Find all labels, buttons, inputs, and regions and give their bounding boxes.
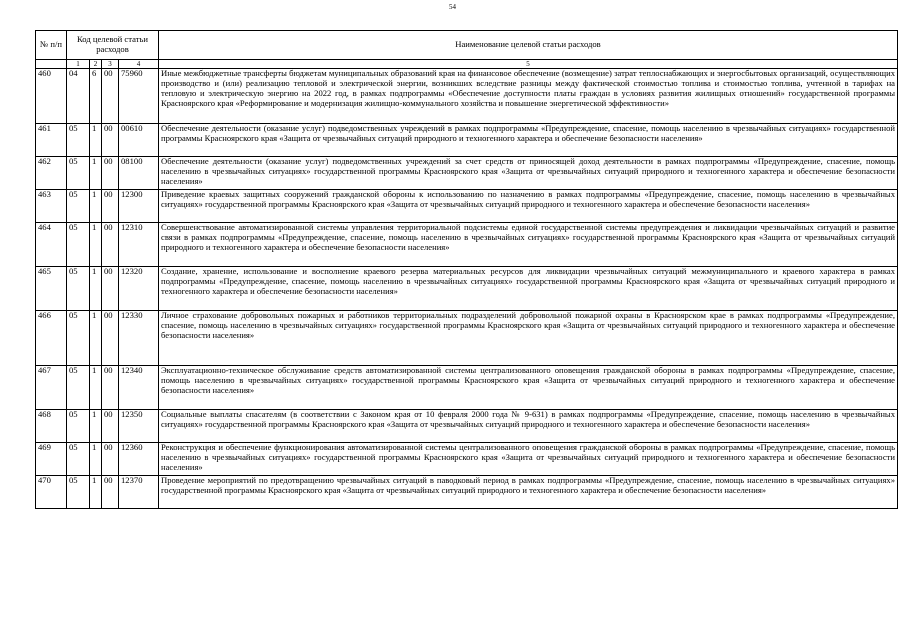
code-part-2-cell: 1 bbox=[90, 476, 102, 509]
code-part-4-cell: 12300 bbox=[119, 190, 159, 223]
table-header bbox=[36, 31, 898, 69]
code-part-1-cell: 05 bbox=[67, 190, 90, 223]
table-row bbox=[36, 476, 898, 509]
code-part-1-cell: 05 bbox=[67, 267, 90, 311]
code-part-3-cell: 00 bbox=[102, 443, 119, 476]
description-cell: Эксплуатационно-техническое обслуживание средств автоматизированной системы централизованного оповещения гражданской обороны в рамках подпрограммы «Предупреждение, спасение, помощь населению в чрезвычайных ситуациях» государственной программы Красноярского края «Защита от чрезвычайных ситуаций природного и техногенного характера и обеспечение безопасности населения» bbox=[159, 366, 898, 410]
description-cell: Совершенствование автоматизированной системы управления территориальной подсистемы единой государственной системы предупреждения и ликвидации чрезвычайных ситуаций и развитие связи в рамках подпрограммы «Предупреждение, спасение, помощь населению в чрезвычайных ситуациях» государственной программы Красноярского края «Защита от чрезвычайных ситуаций природного и техногенного характера и обеспечение безопасности населения» bbox=[159, 223, 898, 267]
row-number-cell: 461 bbox=[36, 124, 67, 157]
row-number-cell: 469 bbox=[36, 443, 67, 476]
page-number: 54 bbox=[449, 3, 456, 11]
code-part-2-cell: 1 bbox=[90, 443, 102, 476]
code-part-3-cell: 00 bbox=[102, 476, 119, 509]
code-part-3-cell: 00 bbox=[102, 267, 119, 311]
code-part-1-cell: 05 bbox=[67, 366, 90, 410]
code-part-3-cell: 00 bbox=[102, 311, 119, 366]
header-row-number: № п/п bbox=[36, 31, 67, 60]
code-part-4-cell: 12340 bbox=[119, 366, 159, 410]
table-row bbox=[36, 190, 898, 223]
code-part-1-cell: 04 bbox=[67, 69, 90, 124]
description-cell: Социальные выплаты спасателям (в соответствии с Законом края от 10 февраля 2000 года № 9-631) в рамках подпрограммы «Предупреждение, спасение, помощь населению в чрезвычайных ситуациях» государственной программы Красноярского края «Защита от чрезвычайных ситуаций природного и техногенного характера и обеспечение безопасности населения» bbox=[159, 410, 898, 443]
table-row bbox=[36, 69, 898, 124]
row-number-cell: 464 bbox=[36, 223, 67, 267]
header-name: Наименование целевой статьи расходов bbox=[159, 31, 898, 60]
row-number-cell: 466 bbox=[36, 311, 67, 366]
header-code-4: 4 bbox=[119, 60, 159, 69]
header-code-1: 1 bbox=[67, 60, 90, 69]
code-part-4-cell: 12330 bbox=[119, 311, 159, 366]
description-cell: Обеспечение деятельности (оказание услуг) подведомственных учреждений в рамках подпрограммы «Предупреждение, спасение, помощь населению в чрезвычайных ситуациях» государственной программы Красноярского края «Защита от чрезвычайных ситуаций природного и техногенного характера и обеспечение безопасности населения» bbox=[159, 124, 898, 157]
code-part-2-cell: 1 bbox=[90, 157, 102, 190]
code-part-4-cell: 75960 bbox=[119, 69, 159, 124]
code-part-4-cell: 12370 bbox=[119, 476, 159, 509]
budget-table bbox=[35, 30, 898, 509]
description-cell: Приведение краевых защитных сооружений гражданской обороны к использованию по назначению в рамках подпрограммы «Предупреждение, спасение, помощь населению в чрезвычайных ситуациях» государственной программы Красноярского края «Защита от чрезвычайных ситуаций природного и техногенного характера и обеспечение безопасности населения» bbox=[159, 190, 898, 223]
code-part-4-cell: 00610 bbox=[119, 124, 159, 157]
row-number-cell: 465 bbox=[36, 267, 67, 311]
table-row bbox=[36, 366, 898, 410]
header-index-blank bbox=[36, 60, 67, 69]
table-row bbox=[36, 311, 898, 366]
code-part-1-cell: 05 bbox=[67, 124, 90, 157]
description-cell: Иные межбюджетные трансферты бюджетам муниципальных образований края на финансовое обеспечение (возмещение) затрат теплоснабжающих и энергосбытовых организаций, осуществляющих производство и (или) реализацию тепловой и электрической энергии, возникших вследствие разницы между фактической стоимостью топлива и стоимостью топлива, учтенной в тарифах на тепловую и электрическую энергию на 2022 год, в рамках подпрограммы «Обеспечение доступности платы граждан в условиях развития жилищных отношений» государственной программы Красноярского края «Реформирование и модернизация жилищно-коммунального хозяйства и повышение энергетической эффективности» bbox=[159, 69, 898, 124]
table-row bbox=[36, 410, 898, 443]
code-part-4-cell: 12350 bbox=[119, 410, 159, 443]
code-part-2-cell: 1 bbox=[90, 366, 102, 410]
header-code-group: Код целевой статьи расходов bbox=[67, 31, 159, 60]
description-cell: Личное страхование добровольных пожарных и работников территориальных подразделений добровольной пожарной охраны в Красноярском крае в рамках подпрограммы «Предупреждение, спасение, помощь населению в чрезвычайных ситуациях» государственной программы Красноярского края «Защита от чрезвычайных ситуаций природного и техногенного характера и обеспечение безопасности населения» bbox=[159, 311, 898, 366]
code-part-3-cell: 00 bbox=[102, 223, 119, 267]
description-cell: Создание, хранение, использование и восполнение краевого резерва материальных ресурсов для ликвидации чрезвычайных ситуаций межмуниципального и краевого характера в рамках подпрограммы «Предупреждение, спасение, помощь населению в чрезвычайных ситуациях» государственной программы Красноярского края «Защита от чрезвычайных ситуаций природного и техногенного характера и обеспечение безопасности населения» bbox=[159, 267, 898, 311]
code-part-2-cell: 1 bbox=[90, 311, 102, 366]
code-part-4-cell: 08100 bbox=[119, 157, 159, 190]
header-code-3: 3 bbox=[102, 60, 119, 69]
code-part-2-cell: 6 bbox=[90, 69, 102, 124]
row-number-cell: 467 bbox=[36, 366, 67, 410]
table-row bbox=[36, 157, 898, 190]
code-part-3-cell: 00 bbox=[102, 157, 119, 190]
code-part-3-cell: 00 bbox=[102, 190, 119, 223]
row-number-cell: 463 bbox=[36, 190, 67, 223]
table-row bbox=[36, 443, 898, 476]
code-part-2-cell: 1 bbox=[90, 190, 102, 223]
row-number-cell: 460 bbox=[36, 69, 67, 124]
header-code-2: 2 bbox=[90, 60, 102, 69]
code-part-3-cell: 00 bbox=[102, 366, 119, 410]
table-body bbox=[36, 69, 898, 509]
code-part-2-cell: 1 bbox=[90, 410, 102, 443]
code-part-4-cell: 12320 bbox=[119, 267, 159, 311]
code-part-1-cell: 05 bbox=[67, 443, 90, 476]
code-part-2-cell: 1 bbox=[90, 124, 102, 157]
description-cell: Реконструкция и обеспечение функционирования автоматизированной системы централизованного оповещения гражданской обороны в рамках подпрограммы «Предупреждение, спасение, помощь населению в чрезвычайных ситуациях» государственной программы Красноярского края «Защита от чрезвычайных ситуаций природного и техногенного характера и обеспечение безопасности населения» bbox=[159, 443, 898, 476]
table-row bbox=[36, 223, 898, 267]
row-number-cell: 462 bbox=[36, 157, 67, 190]
description-cell: Обеспечение деятельности (оказание услуг) подведомственных учреждений за счет средств от приносящей доход деятельности в рамках подпрограммы «Предупреждение, спасение, помощь населению в чрезвычайных ситуациях» государственной программы Красноярского края «Защита от чрезвычайных ситуаций природного и техногенного характера и обеспечение безопасности населения» bbox=[159, 157, 898, 190]
code-part-1-cell: 05 bbox=[67, 410, 90, 443]
code-part-1-cell: 05 bbox=[67, 223, 90, 267]
description-cell: Проведение мероприятий по предотвращению чрезвычайных ситуаций в паводковый период в рамках подпрограммы «Предупреждение, спасение, помощь населению в чрезвычайных ситуациях» государственной программы Красноярского края «Защита от чрезвычайных ситуаций природного и техногенного характера и обеспечение безопасности населения» bbox=[159, 476, 898, 509]
code-part-4-cell: 12360 bbox=[119, 443, 159, 476]
code-part-1-cell: 05 bbox=[67, 476, 90, 509]
row-number-cell: 468 bbox=[36, 410, 67, 443]
code-part-2-cell: 1 bbox=[90, 267, 102, 311]
row-number-cell: 470 bbox=[36, 476, 67, 509]
table-row bbox=[36, 124, 898, 157]
code-part-1-cell: 05 bbox=[67, 157, 90, 190]
table-row bbox=[36, 267, 898, 311]
code-part-3-cell: 00 bbox=[102, 124, 119, 157]
code-part-3-cell: 00 bbox=[102, 69, 119, 124]
header-index-name: 5 bbox=[159, 60, 898, 69]
code-part-1-cell: 05 bbox=[67, 311, 90, 366]
code-part-2-cell: 1 bbox=[90, 223, 102, 267]
code-part-3-cell: 00 bbox=[102, 410, 119, 443]
code-part-4-cell: 12310 bbox=[119, 223, 159, 267]
